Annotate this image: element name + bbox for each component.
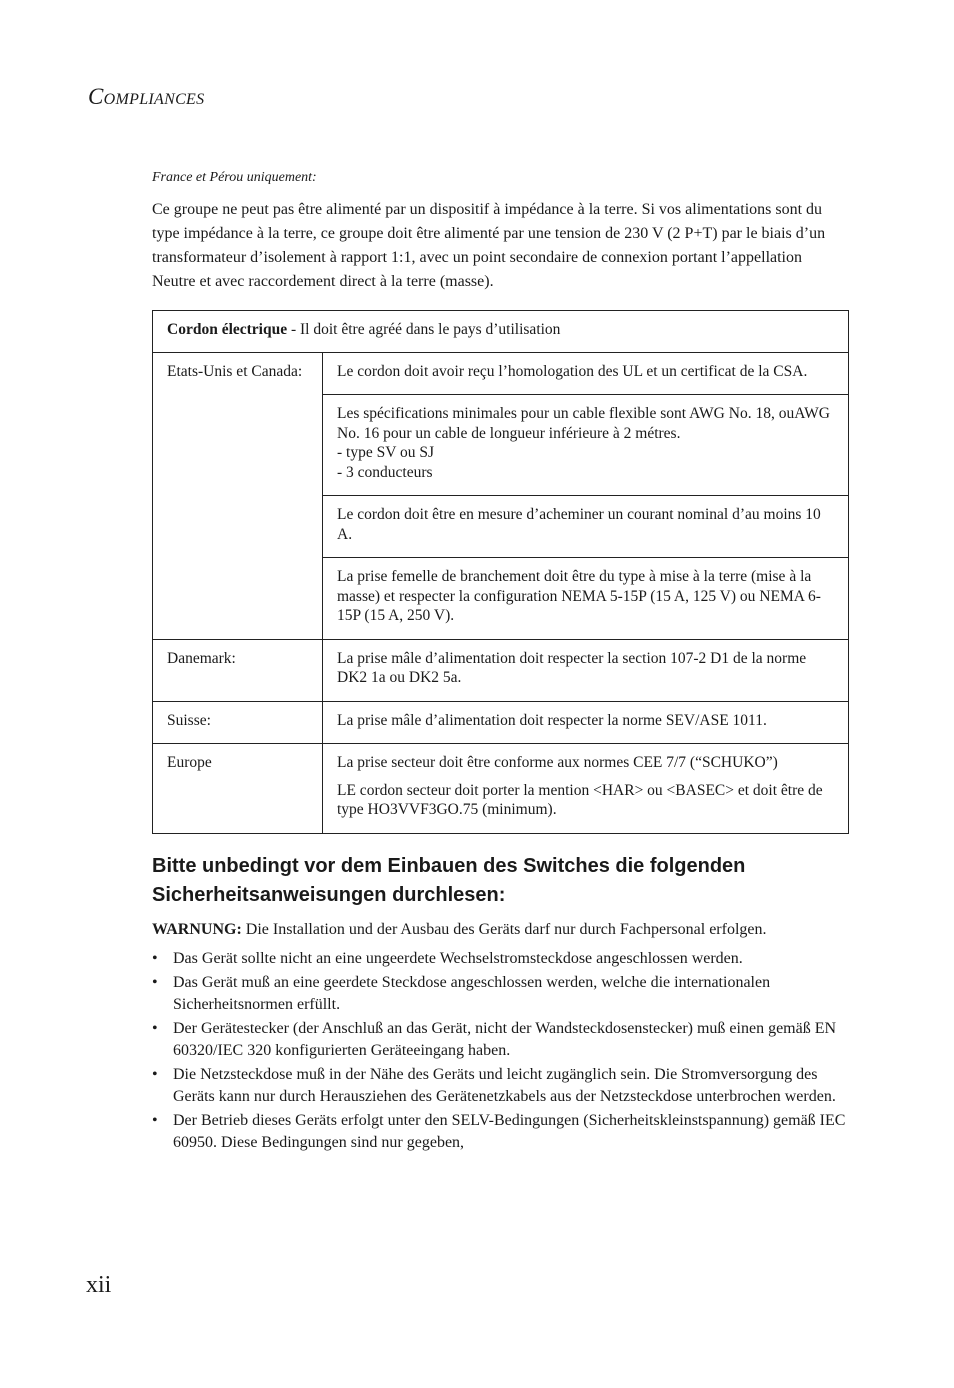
requirement-cell [323, 639, 849, 701]
requirement-text: - 3 conducteurs [337, 463, 433, 481]
requirement-cell [323, 496, 849, 558]
requirement-cell [323, 395, 849, 496]
table-title-bold: Cordon électrique [167, 321, 288, 338]
bullet-glyph: • [152, 1019, 158, 1037]
table-title-cell [153, 311, 849, 353]
bullet-text: Das Gerät muß an eine geerdete Steckdose angeschlossen werden, welche die internationalen Sicherheitsnormen erfüllt. [173, 973, 771, 1013]
bullet-text: Das Gerät sollte nicht an eine ungeerdete Wechselstromsteckdose angeschlossen werden. [173, 949, 743, 967]
table-row [153, 744, 849, 834]
requirement-cell [323, 352, 849, 395]
requirement-text: La prise mâle d’alimentation doit respecter la norme SEV/ASE 1011. [337, 711, 767, 729]
french-paragraph: Ce groupe ne peut pas être alimenté par un dispositif à impédance à la terre. Si vos alimentations sont du type impédance à la terre, ce groupe doit être alimenté par une tension de 230 V (2 P+T) par le biais d’un transformateur d’isolement à rapport 1:1, avec un point secondaire de connexion portant l’appellation Neutre et avec raccordement direct à la terre (masse). [152, 201, 826, 290]
safety-bullet-list [152, 948, 848, 1154]
table-title-rest: - Il doit être agréé dans le pays d’utilisation [287, 321, 561, 338]
list-item [152, 972, 848, 1016]
table-row [153, 639, 849, 701]
bullet-glyph: • [152, 949, 158, 967]
country-cell: Danemark: [153, 639, 323, 701]
warning-label: WARNUNG: [152, 920, 242, 938]
running-head-rest: OMPLIANCES [103, 91, 205, 108]
table-title-row [153, 311, 849, 353]
requirement-cell [323, 744, 849, 834]
bullet-text: Der Gerätestecker (der Anschluß an das Gerät, nicht der Wandsteckdosenstecker) muß einen gemäß EN 60320/IEC 320 konfigurierten Geräteeingang haben. [173, 1019, 837, 1059]
bullet-text: Die Netzsteckdose muß in der Nähe des Geräts und leicht zugänglich sein. Die Stromversorgung des Geräts kann nur durch Herausziehen des Gerätenetzkabels aus der Netzsteckdose unterbrochen werden. [173, 1065, 836, 1105]
requirement-cell [323, 701, 849, 744]
german-heading: Bitte unbedingt vor dem Einbauen des Switches die folgenden Sicherheitsanweisungen durchlesen: [152, 854, 746, 906]
requirement-text: La prise mâle d’alimentation doit respecter la section 107-2 D1 de la norme DK2 1a ou DK2 5a. [337, 649, 807, 686]
running-head [88, 84, 204, 110]
country-cell: Etats-Unis et Canada: [153, 352, 323, 639]
requirement-text: - type SV ou SJ [337, 444, 435, 461]
table-row [153, 352, 849, 395]
page-number: xii [86, 1272, 112, 1298]
requirement-text: La prise secteur doit être conforme aux normes CEE 7/7 (“SCHUKO”) [337, 754, 778, 771]
requirement-text: Le cordon doit être en mesure d’acheminer un courant nominal d’au moins 10 A. [337, 506, 821, 543]
requirement-cell [323, 558, 849, 640]
country-cell: Europe [153, 744, 323, 834]
country-cell: Suisse: [153, 701, 323, 744]
french-subtitle: France et Pérou uniquement: [152, 170, 317, 185]
power-cord-table [152, 310, 849, 834]
requirement-text: LE cordon secteur doit porter la mention <HAR> ou <BASEC> et doit être de type HO3VVF3GO.75 (minimum). [337, 781, 823, 818]
list-item [152, 1064, 848, 1108]
requirement-text: Les spécifications minimales pour un cable flexible sont AWG No. 18, ouAWG No. 16 pour un cable de longueur inférieure à 2 métres. [337, 405, 830, 442]
list-item [152, 948, 848, 970]
list-item [152, 1110, 848, 1154]
requirement-text: La prise femelle de branchement doit être du type à mise à la terre (mise à la masse) et respecter la configuration NEMA 5-15P (15 A, 125 V) ou NEMA 6-15P (15 A, 250 V). [337, 568, 821, 624]
bullet-text: Der Betrieb dieses Geräts erfolgt unter den SELV-Bedingungen (Sicherheitskleinstspannung) gemäß IEC 60950. Diese Bedingungen sind nur gegeben, [173, 1111, 846, 1151]
bullet-glyph: • [152, 973, 158, 991]
table-row [153, 701, 849, 744]
bullet-glyph: • [152, 1065, 158, 1083]
running-head-initial: C [88, 84, 104, 109]
list-item [152, 1018, 848, 1062]
bullet-glyph: • [152, 1111, 158, 1129]
warning-paragraph [152, 918, 848, 942]
page-content [152, 170, 848, 1154]
warning-text: Die Installation und der Ausbau des Geräts darf nur durch Fachpersonal erfolgen. [241, 920, 767, 938]
requirement-text: Le cordon doit avoir reçu l’homologation des UL et un certificat de la CSA. [337, 362, 808, 380]
